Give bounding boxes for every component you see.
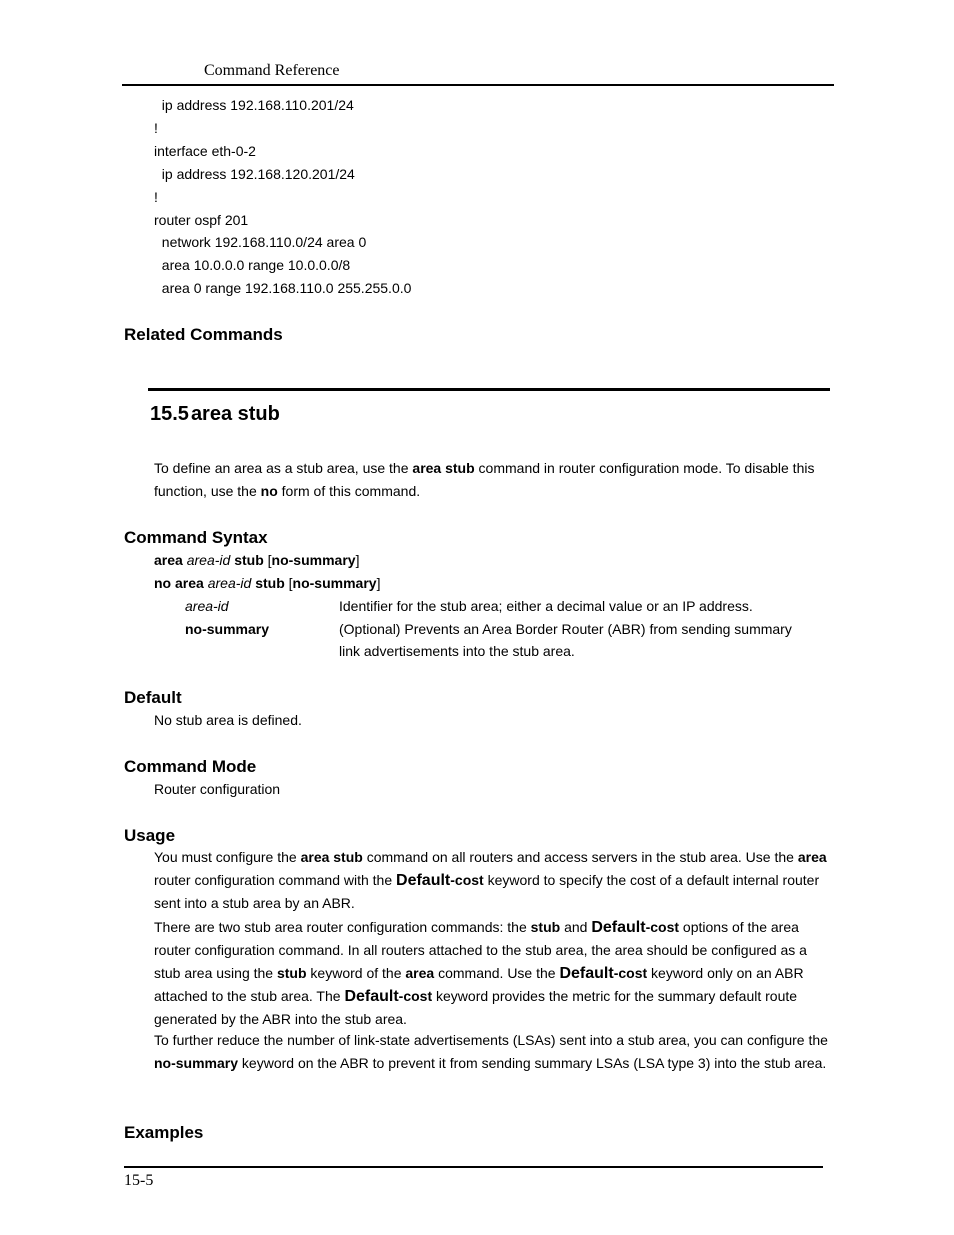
section-title bbox=[150, 403, 280, 426]
code-line: router ospf 201 bbox=[154, 212, 249, 228]
syntax-line-2: no area area-id stub [no-summary] bbox=[154, 575, 381, 591]
section-rule bbox=[148, 388, 830, 391]
param-description-cont: link advertisements into the stub area. bbox=[339, 643, 575, 659]
syntax-line-1: area area-id stub [no-summary] bbox=[154, 552, 360, 568]
param-name: no-summary bbox=[185, 621, 270, 637]
examples-heading: Examples bbox=[124, 1123, 204, 1142]
command-mode-text: Router configuration bbox=[154, 781, 281, 797]
usage-paragraph-1: You must configure the area stub command on all routers and access servers in the stub area. Use the area router configuration command with the Default-cost keyword to specify the cost of a default internal router sent into a stub area by an ABR. bbox=[154, 849, 827, 911]
code-line: ! bbox=[154, 120, 158, 136]
header-rule bbox=[122, 84, 834, 86]
param-description: Identifier for the stub area; either a decimal value or an IP address. bbox=[339, 598, 753, 614]
running-header: Command Reference bbox=[204, 62, 340, 79]
usage-heading: Usage bbox=[124, 826, 176, 845]
code-line: network 192.168.110.0/24 area 0 bbox=[154, 234, 367, 250]
code-line: area 0 range 192.168.110.0 255.255.0.0 bbox=[154, 280, 412, 296]
section-intro: To define an area as a stub area, use the area stub command in router configuration mode. To disable this function, use the no form of this command. bbox=[154, 460, 815, 499]
page-number: 15-5 bbox=[124, 1172, 154, 1189]
section-number: 15.5 bbox=[150, 403, 189, 425]
usage-paragraph-3: To further reduce the number of link-state advertisements (LSAs) sent into a stub area, you can configure the no-summary keyword on the ABR to prevent it from sending summary LSAs (LSA type 3) into the stub area. bbox=[154, 1032, 828, 1071]
code-line: ! bbox=[154, 189, 158, 205]
code-line: interface eth-0-2 bbox=[154, 143, 256, 159]
command-syntax-heading: Command Syntax bbox=[124, 528, 268, 547]
related-commands-heading: Related Commands bbox=[124, 325, 283, 344]
default-text: No stub area is defined. bbox=[154, 712, 302, 728]
default-heading: Default bbox=[124, 688, 182, 707]
section-name: area stub bbox=[190, 403, 280, 425]
footer-rule bbox=[124, 1166, 823, 1168]
usage-paragraph-2: There are two stub area router configuration commands: the stub and Default-cost options of the area router configuration command. In all routers attached to the stub area, the area should be configured as a stub area using the stub keyword of the area command. Use the Default-cost keyword only on an ABR attached to the stub area. The Default-cost keyword provides the metric for the summary default route generated by the ABR into the stub area. bbox=[154, 919, 807, 1027]
code-line: area 10.0.0.0 range 10.0.0.0/8 bbox=[154, 257, 351, 273]
code-line: ip address 192.168.120.201/24 bbox=[154, 166, 355, 182]
param-name: area-id bbox=[185, 598, 229, 614]
command-mode-heading: Command Mode bbox=[124, 757, 257, 776]
code-line: ip address 192.168.110.201/24 bbox=[154, 97, 354, 113]
param-description: (Optional) Prevents an Area Border Router (ABR) from sending summary bbox=[339, 621, 792, 637]
